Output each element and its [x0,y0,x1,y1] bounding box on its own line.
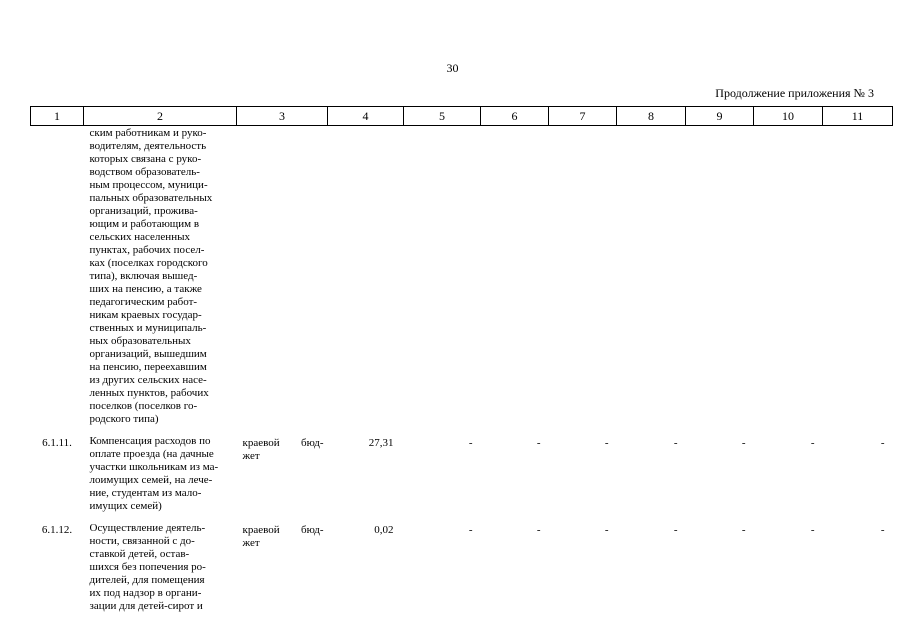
continuation-label: Продолжение приложения № 3 [715,86,874,100]
row-total-value [328,126,404,435]
row-value-col-9 [686,126,754,435]
row-value-col-7: - [604,437,609,449]
row-total-value: 27,31 [368,437,394,449]
row-description [84,434,237,521]
row-value-col-10: - [810,524,815,536]
row-description-text: Компенсация расходов по оплате проезда (на дачные участки школьникам из ма- лоимущих семей, на лече- ние, студентам из мало- имущих семей) [89,435,219,512]
row-description [84,126,237,435]
row-value-col-11: - [880,437,885,449]
row-number: 6.1.11. [42,437,72,449]
page-number: 30 [446,61,459,75]
table-row [31,434,893,521]
row-value-col-7: - [604,524,609,536]
header-cell-9: 9 [686,107,754,126]
row-value-col-10 [754,126,823,435]
row-value-col-6: - [536,524,541,536]
row-value-col-8: - [673,524,678,536]
funding-source-line-1: краевой бюд- [242,524,324,536]
header-cell-2: 2 [84,107,237,126]
table-header-row [31,107,893,126]
row-number: 6.1.12. [41,524,73,536]
header-cell-5: 5 [404,107,481,126]
header-cell-7: 7 [549,107,617,126]
row-value-col-6: - [536,437,541,449]
row-number [31,126,84,435]
row-total-value: 0,02 [374,524,394,536]
funding-source-line-2: жет [242,450,260,462]
row-value-col-8 [617,126,686,435]
header-cell-11: 11 [823,107,893,126]
row-description [84,521,237,621]
row-value-col-5: - [468,437,473,449]
row-value-col-5: - [468,524,473,536]
row-description-text: Осуществление деятель- ности, связанной с до- ставкой детей, остав- шихся без попечения ро- дителей, для помещения их под надзор в органи- зации для детей-сирот и [89,522,206,612]
row-value-col-10: - [810,437,815,449]
table-row [31,126,893,435]
header-cell-10: 10 [754,107,823,126]
header-cell-4: 4 [328,107,404,126]
row-value-col-5 [404,126,481,435]
row-description-text: ским работникам и руко- водителям, деятельность которых связана с руко- водством образователь- ным процессом, муници- пальных образовательных организаций, прожива- ющим и работающим в сельских населенных пунктах, рабочих посел- ках (поселках городского типа), включая вышед- ших на пенсию, а также педагогическим работ- никам краевых государ- ственных и муниципаль- ных образовательных организаций, вышедшим на пенсию, переехавшим из других сельских насе- ленных пунктов, рабочих поселков (поселков го- родского типа) [89,127,213,425]
row-funding-source [237,521,328,621]
row-value-col-7 [549,126,617,435]
row-funding-source [237,434,328,521]
funding-source-line-2: жет [242,537,260,549]
funding-source-line-1: краевой бюд- [242,437,324,449]
budget-table [30,106,892,621]
row-value-col-6 [481,126,549,435]
header-cell-3: 3 [237,107,328,126]
row-funding-source [237,126,328,435]
header-cell-8: 8 [617,107,686,126]
row-value-col-9: - [741,437,746,449]
header-cell-1: 1 [31,107,84,126]
header-cell-6: 6 [481,107,549,126]
row-value-col-8: - [673,437,678,449]
row-value-col-11 [823,126,893,435]
row-value-col-9: - [741,524,746,536]
table-row [31,521,893,621]
row-value-col-11: - [880,524,885,536]
